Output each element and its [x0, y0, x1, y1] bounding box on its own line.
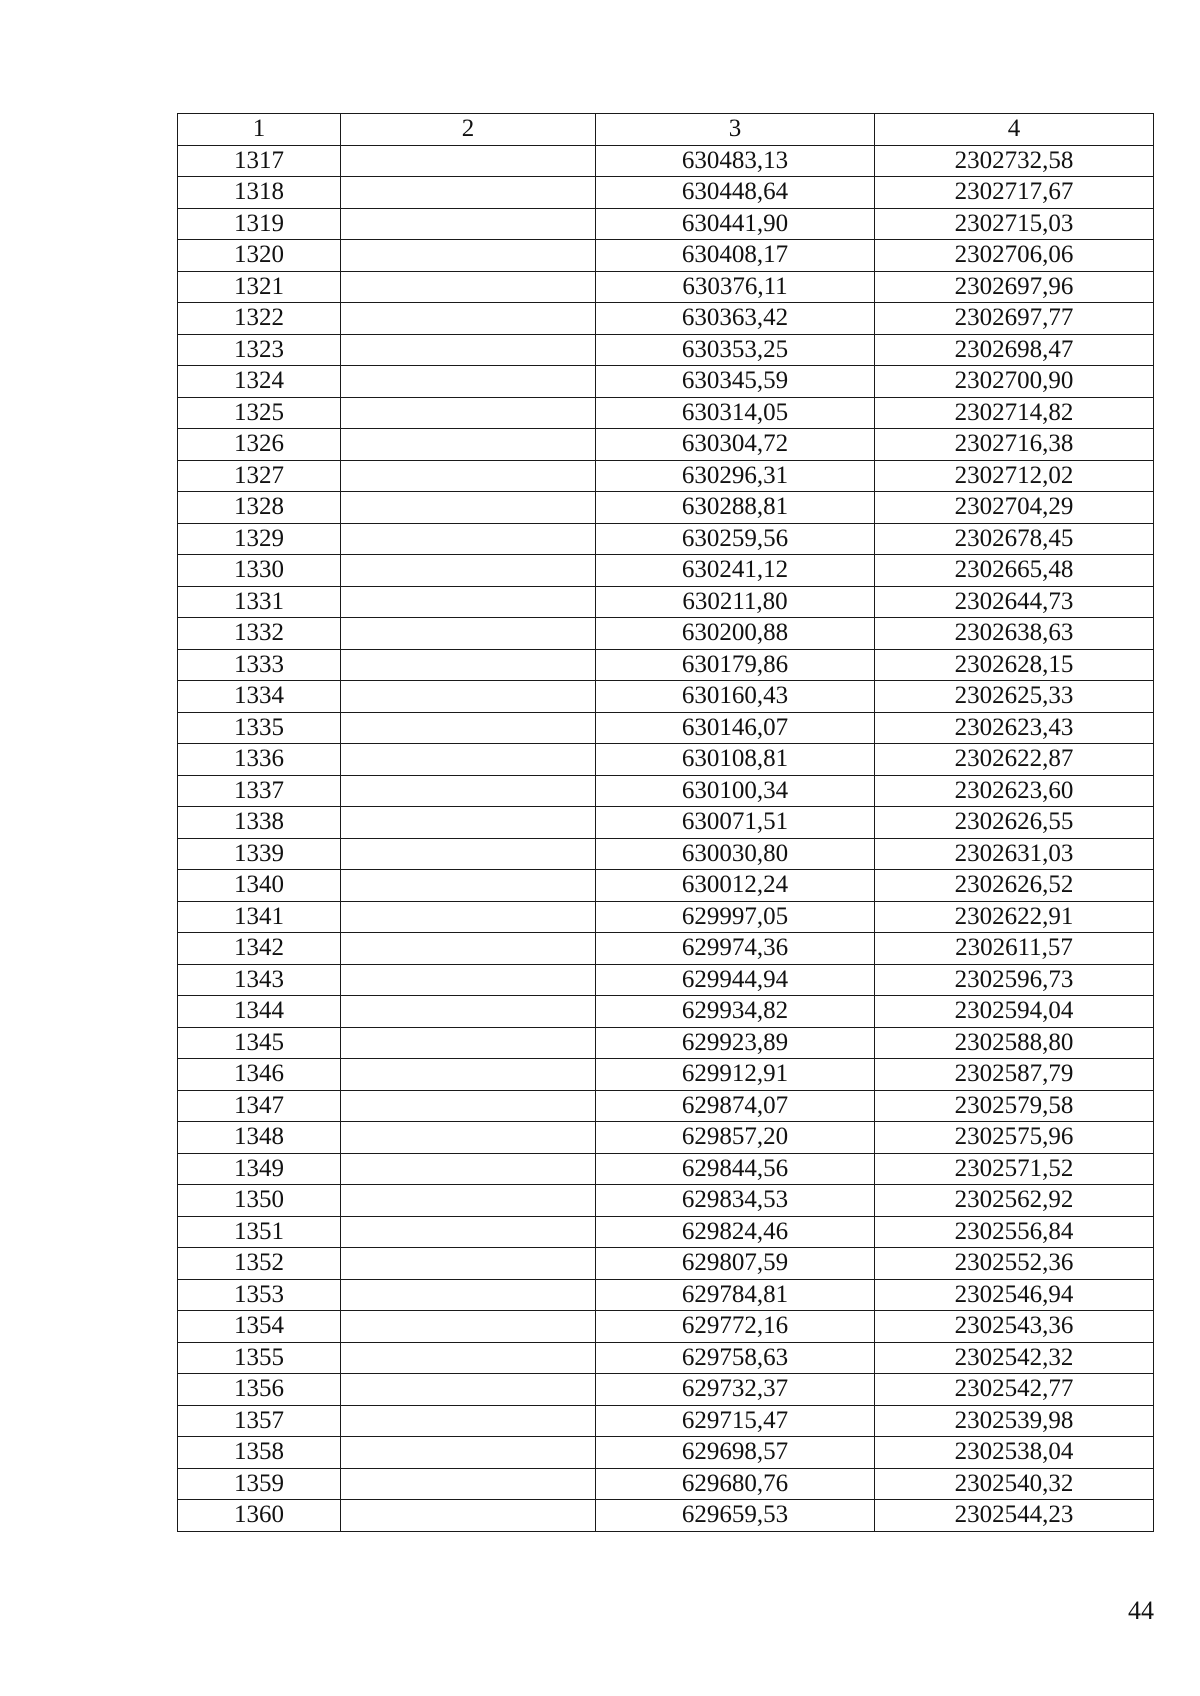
y-coordinate-cell: 2302622,87	[875, 744, 1154, 776]
description-cell	[341, 1279, 596, 1311]
table-row	[178, 240, 1154, 272]
point-number-cell: 1342	[178, 933, 341, 965]
x-coordinate-cell: 629834,53	[596, 1185, 875, 1217]
x-coordinate-cell: 629659,53	[596, 1500, 875, 1532]
x-coordinate-cell: 629715,47	[596, 1405, 875, 1437]
x-coordinate-cell: 629923,89	[596, 1027, 875, 1059]
y-coordinate-cell: 2302697,77	[875, 303, 1154, 335]
y-coordinate-cell: 2302697,96	[875, 271, 1154, 303]
x-coordinate-cell: 629680,76	[596, 1468, 875, 1500]
description-cell	[341, 334, 596, 366]
description-cell	[341, 681, 596, 713]
table-row	[178, 208, 1154, 240]
y-coordinate-cell: 2302732,58	[875, 145, 1154, 177]
x-coordinate-cell: 630241,12	[596, 555, 875, 587]
x-coordinate-cell: 630108,81	[596, 744, 875, 776]
coordinates-table	[177, 113, 1154, 1532]
table-row	[178, 1405, 1154, 1437]
table-row	[178, 555, 1154, 587]
point-number-cell: 1353	[178, 1279, 341, 1311]
x-coordinate-cell: 629732,37	[596, 1374, 875, 1406]
description-cell	[341, 1500, 596, 1532]
x-coordinate-cell: 630179,86	[596, 649, 875, 681]
description-cell	[341, 775, 596, 807]
point-number-cell: 1325	[178, 397, 341, 429]
point-number-cell: 1338	[178, 807, 341, 839]
table-row	[178, 303, 1154, 335]
point-number-cell: 1340	[178, 870, 341, 902]
x-coordinate-cell: 630160,43	[596, 681, 875, 713]
description-cell	[341, 1122, 596, 1154]
table-row	[178, 649, 1154, 681]
x-coordinate-cell: 629857,20	[596, 1122, 875, 1154]
point-number-cell: 1320	[178, 240, 341, 272]
x-coordinate-cell: 629698,57	[596, 1437, 875, 1469]
y-coordinate-cell: 2302716,38	[875, 429, 1154, 461]
description-cell	[341, 145, 596, 177]
table-row	[178, 429, 1154, 461]
description-cell	[341, 1311, 596, 1343]
table-row	[178, 1500, 1154, 1532]
x-coordinate-cell: 630200,88	[596, 618, 875, 650]
y-coordinate-cell: 2302587,79	[875, 1059, 1154, 1091]
x-coordinate-cell: 630012,24	[596, 870, 875, 902]
description-cell	[341, 1153, 596, 1185]
description-cell	[341, 366, 596, 398]
x-coordinate-cell: 630483,13	[596, 145, 875, 177]
x-coordinate-cell: 630376,11	[596, 271, 875, 303]
x-coordinate-cell: 629844,56	[596, 1153, 875, 1185]
x-coordinate-cell: 630363,42	[596, 303, 875, 335]
y-coordinate-cell: 2302714,82	[875, 397, 1154, 429]
x-coordinate-cell: 629912,91	[596, 1059, 875, 1091]
x-coordinate-cell: 629784,81	[596, 1279, 875, 1311]
description-cell	[341, 460, 596, 492]
point-number-cell: 1327	[178, 460, 341, 492]
table-row	[178, 712, 1154, 744]
column-header-4: 4	[875, 114, 1154, 146]
y-coordinate-cell: 2302704,29	[875, 492, 1154, 524]
table-row	[178, 1090, 1154, 1122]
x-coordinate-cell: 629944,94	[596, 964, 875, 996]
y-coordinate-cell: 2302588,80	[875, 1027, 1154, 1059]
description-cell	[341, 1437, 596, 1469]
y-coordinate-cell: 2302678,45	[875, 523, 1154, 555]
table-row	[178, 523, 1154, 555]
table-row	[178, 901, 1154, 933]
table-row	[178, 586, 1154, 618]
y-coordinate-cell: 2302542,32	[875, 1342, 1154, 1374]
y-coordinate-cell: 2302700,90	[875, 366, 1154, 398]
y-coordinate-cell: 2302542,77	[875, 1374, 1154, 1406]
point-number-cell: 1355	[178, 1342, 341, 1374]
y-coordinate-cell: 2302544,23	[875, 1500, 1154, 1532]
x-coordinate-cell: 630259,56	[596, 523, 875, 555]
table-row	[178, 1027, 1154, 1059]
table-row	[178, 996, 1154, 1028]
x-coordinate-cell: 630345,59	[596, 366, 875, 398]
table-row	[178, 1374, 1154, 1406]
table-row	[178, 775, 1154, 807]
y-coordinate-cell: 2302622,91	[875, 901, 1154, 933]
table-row	[178, 177, 1154, 209]
table-row	[178, 964, 1154, 996]
y-coordinate-cell: 2302552,36	[875, 1248, 1154, 1280]
x-coordinate-cell: 629974,36	[596, 933, 875, 965]
x-coordinate-cell: 629997,05	[596, 901, 875, 933]
x-coordinate-cell: 630304,72	[596, 429, 875, 461]
table-row	[178, 1248, 1154, 1280]
y-coordinate-cell: 2302611,57	[875, 933, 1154, 965]
table-row	[178, 1342, 1154, 1374]
table-row	[178, 145, 1154, 177]
point-number-cell: 1357	[178, 1405, 341, 1437]
table-row	[178, 1216, 1154, 1248]
table-row	[178, 1122, 1154, 1154]
point-number-cell: 1331	[178, 586, 341, 618]
x-coordinate-cell: 629807,59	[596, 1248, 875, 1280]
point-number-cell: 1321	[178, 271, 341, 303]
table-row	[178, 1153, 1154, 1185]
point-number-cell: 1349	[178, 1153, 341, 1185]
y-coordinate-cell: 2302644,73	[875, 586, 1154, 618]
x-coordinate-cell: 630146,07	[596, 712, 875, 744]
point-number-cell: 1329	[178, 523, 341, 555]
description-cell	[341, 1342, 596, 1374]
description-cell	[341, 1027, 596, 1059]
table-row	[178, 460, 1154, 492]
description-cell	[341, 271, 596, 303]
description-cell	[341, 177, 596, 209]
point-number-cell: 1318	[178, 177, 341, 209]
table-row	[178, 1059, 1154, 1091]
description-cell	[341, 712, 596, 744]
description-cell	[341, 208, 596, 240]
y-coordinate-cell: 2302539,98	[875, 1405, 1154, 1437]
x-coordinate-cell: 630441,90	[596, 208, 875, 240]
y-coordinate-cell: 2302596,73	[875, 964, 1154, 996]
description-cell	[341, 870, 596, 902]
y-coordinate-cell: 2302540,32	[875, 1468, 1154, 1500]
point-number-cell: 1319	[178, 208, 341, 240]
x-coordinate-cell: 630100,34	[596, 775, 875, 807]
description-cell	[341, 492, 596, 524]
description-cell	[341, 1090, 596, 1122]
point-number-cell: 1341	[178, 901, 341, 933]
point-number-cell: 1358	[178, 1437, 341, 1469]
y-coordinate-cell: 2302706,06	[875, 240, 1154, 272]
description-cell	[341, 964, 596, 996]
point-number-cell: 1345	[178, 1027, 341, 1059]
y-coordinate-cell: 2302546,94	[875, 1279, 1154, 1311]
y-coordinate-cell: 2302538,04	[875, 1437, 1154, 1469]
point-number-cell: 1335	[178, 712, 341, 744]
x-coordinate-cell: 629934,82	[596, 996, 875, 1028]
y-coordinate-cell: 2302631,03	[875, 838, 1154, 870]
description-cell	[341, 1248, 596, 1280]
table-row	[178, 271, 1154, 303]
point-number-cell: 1347	[178, 1090, 341, 1122]
table-row	[178, 933, 1154, 965]
point-number-cell: 1359	[178, 1468, 341, 1500]
y-coordinate-cell: 2302698,47	[875, 334, 1154, 366]
y-coordinate-cell: 2302626,55	[875, 807, 1154, 839]
x-coordinate-cell: 629824,46	[596, 1216, 875, 1248]
x-coordinate-cell: 629758,63	[596, 1342, 875, 1374]
y-coordinate-cell: 2302594,04	[875, 996, 1154, 1028]
point-number-cell: 1360	[178, 1500, 341, 1532]
table-row	[178, 492, 1154, 524]
description-cell	[341, 586, 596, 618]
table-row	[178, 618, 1154, 650]
y-coordinate-cell: 2302626,52	[875, 870, 1154, 902]
x-coordinate-cell: 630211,80	[596, 586, 875, 618]
description-cell	[341, 397, 596, 429]
description-cell	[341, 1059, 596, 1091]
description-cell	[341, 429, 596, 461]
x-coordinate-cell: 630448,64	[596, 177, 875, 209]
point-number-cell: 1344	[178, 996, 341, 1028]
description-cell	[341, 1405, 596, 1437]
point-number-cell: 1356	[178, 1374, 341, 1406]
table-row	[178, 1185, 1154, 1217]
table-row	[178, 397, 1154, 429]
x-coordinate-cell: 630071,51	[596, 807, 875, 839]
description-cell	[341, 240, 596, 272]
x-coordinate-cell: 630288,81	[596, 492, 875, 524]
x-coordinate-cell: 630408,17	[596, 240, 875, 272]
table-header-row	[178, 114, 1154, 146]
description-cell	[341, 1468, 596, 1500]
page-number: 44	[1128, 1596, 1154, 1625]
y-coordinate-cell: 2302638,63	[875, 618, 1154, 650]
x-coordinate-cell: 629772,16	[596, 1311, 875, 1343]
description-cell	[341, 744, 596, 776]
point-number-cell: 1333	[178, 649, 341, 681]
table-row	[178, 838, 1154, 870]
table-body	[178, 145, 1154, 1531]
point-number-cell: 1351	[178, 1216, 341, 1248]
table-row	[178, 1468, 1154, 1500]
description-cell	[341, 838, 596, 870]
point-number-cell: 1350	[178, 1185, 341, 1217]
table-row	[178, 366, 1154, 398]
column-header-1: 1	[178, 114, 341, 146]
point-number-cell: 1332	[178, 618, 341, 650]
description-cell	[341, 649, 596, 681]
point-number-cell: 1330	[178, 555, 341, 587]
point-number-cell: 1337	[178, 775, 341, 807]
point-number-cell: 1339	[178, 838, 341, 870]
y-coordinate-cell: 2302715,03	[875, 208, 1154, 240]
table-row	[178, 1279, 1154, 1311]
table-row	[178, 1437, 1154, 1469]
description-cell	[341, 807, 596, 839]
point-number-cell: 1326	[178, 429, 341, 461]
table-row	[178, 681, 1154, 713]
table-row	[178, 870, 1154, 902]
point-number-cell: 1317	[178, 145, 341, 177]
y-coordinate-cell: 2302628,15	[875, 649, 1154, 681]
x-coordinate-cell: 630030,80	[596, 838, 875, 870]
description-cell	[341, 523, 596, 555]
point-number-cell: 1352	[178, 1248, 341, 1280]
table-row	[178, 744, 1154, 776]
description-cell	[341, 303, 596, 335]
column-header-2: 2	[341, 114, 596, 146]
description-cell	[341, 1185, 596, 1217]
column-header-3: 3	[596, 114, 875, 146]
point-number-cell: 1334	[178, 681, 341, 713]
description-cell	[341, 1216, 596, 1248]
point-number-cell: 1354	[178, 1311, 341, 1343]
point-number-cell: 1328	[178, 492, 341, 524]
y-coordinate-cell: 2302623,43	[875, 712, 1154, 744]
y-coordinate-cell: 2302543,36	[875, 1311, 1154, 1343]
y-coordinate-cell: 2302623,60	[875, 775, 1154, 807]
y-coordinate-cell: 2302571,52	[875, 1153, 1154, 1185]
description-cell	[341, 555, 596, 587]
y-coordinate-cell: 2302717,67	[875, 177, 1154, 209]
y-coordinate-cell: 2302556,84	[875, 1216, 1154, 1248]
point-number-cell: 1343	[178, 964, 341, 996]
x-coordinate-cell: 630296,31	[596, 460, 875, 492]
x-coordinate-cell: 630314,05	[596, 397, 875, 429]
y-coordinate-cell: 2302579,58	[875, 1090, 1154, 1122]
y-coordinate-cell: 2302575,96	[875, 1122, 1154, 1154]
y-coordinate-cell: 2302562,92	[875, 1185, 1154, 1217]
x-coordinate-cell: 630353,25	[596, 334, 875, 366]
description-cell	[341, 1374, 596, 1406]
description-cell	[341, 901, 596, 933]
y-coordinate-cell: 2302665,48	[875, 555, 1154, 587]
y-coordinate-cell: 2302712,02	[875, 460, 1154, 492]
point-number-cell: 1323	[178, 334, 341, 366]
point-number-cell: 1324	[178, 366, 341, 398]
description-cell	[341, 618, 596, 650]
description-cell	[341, 933, 596, 965]
point-number-cell: 1348	[178, 1122, 341, 1154]
table-row	[178, 1311, 1154, 1343]
point-number-cell: 1346	[178, 1059, 341, 1091]
point-number-cell: 1322	[178, 303, 341, 335]
x-coordinate-cell: 629874,07	[596, 1090, 875, 1122]
table-row	[178, 334, 1154, 366]
table-row	[178, 807, 1154, 839]
point-number-cell: 1336	[178, 744, 341, 776]
description-cell	[341, 996, 596, 1028]
y-coordinate-cell: 2302625,33	[875, 681, 1154, 713]
